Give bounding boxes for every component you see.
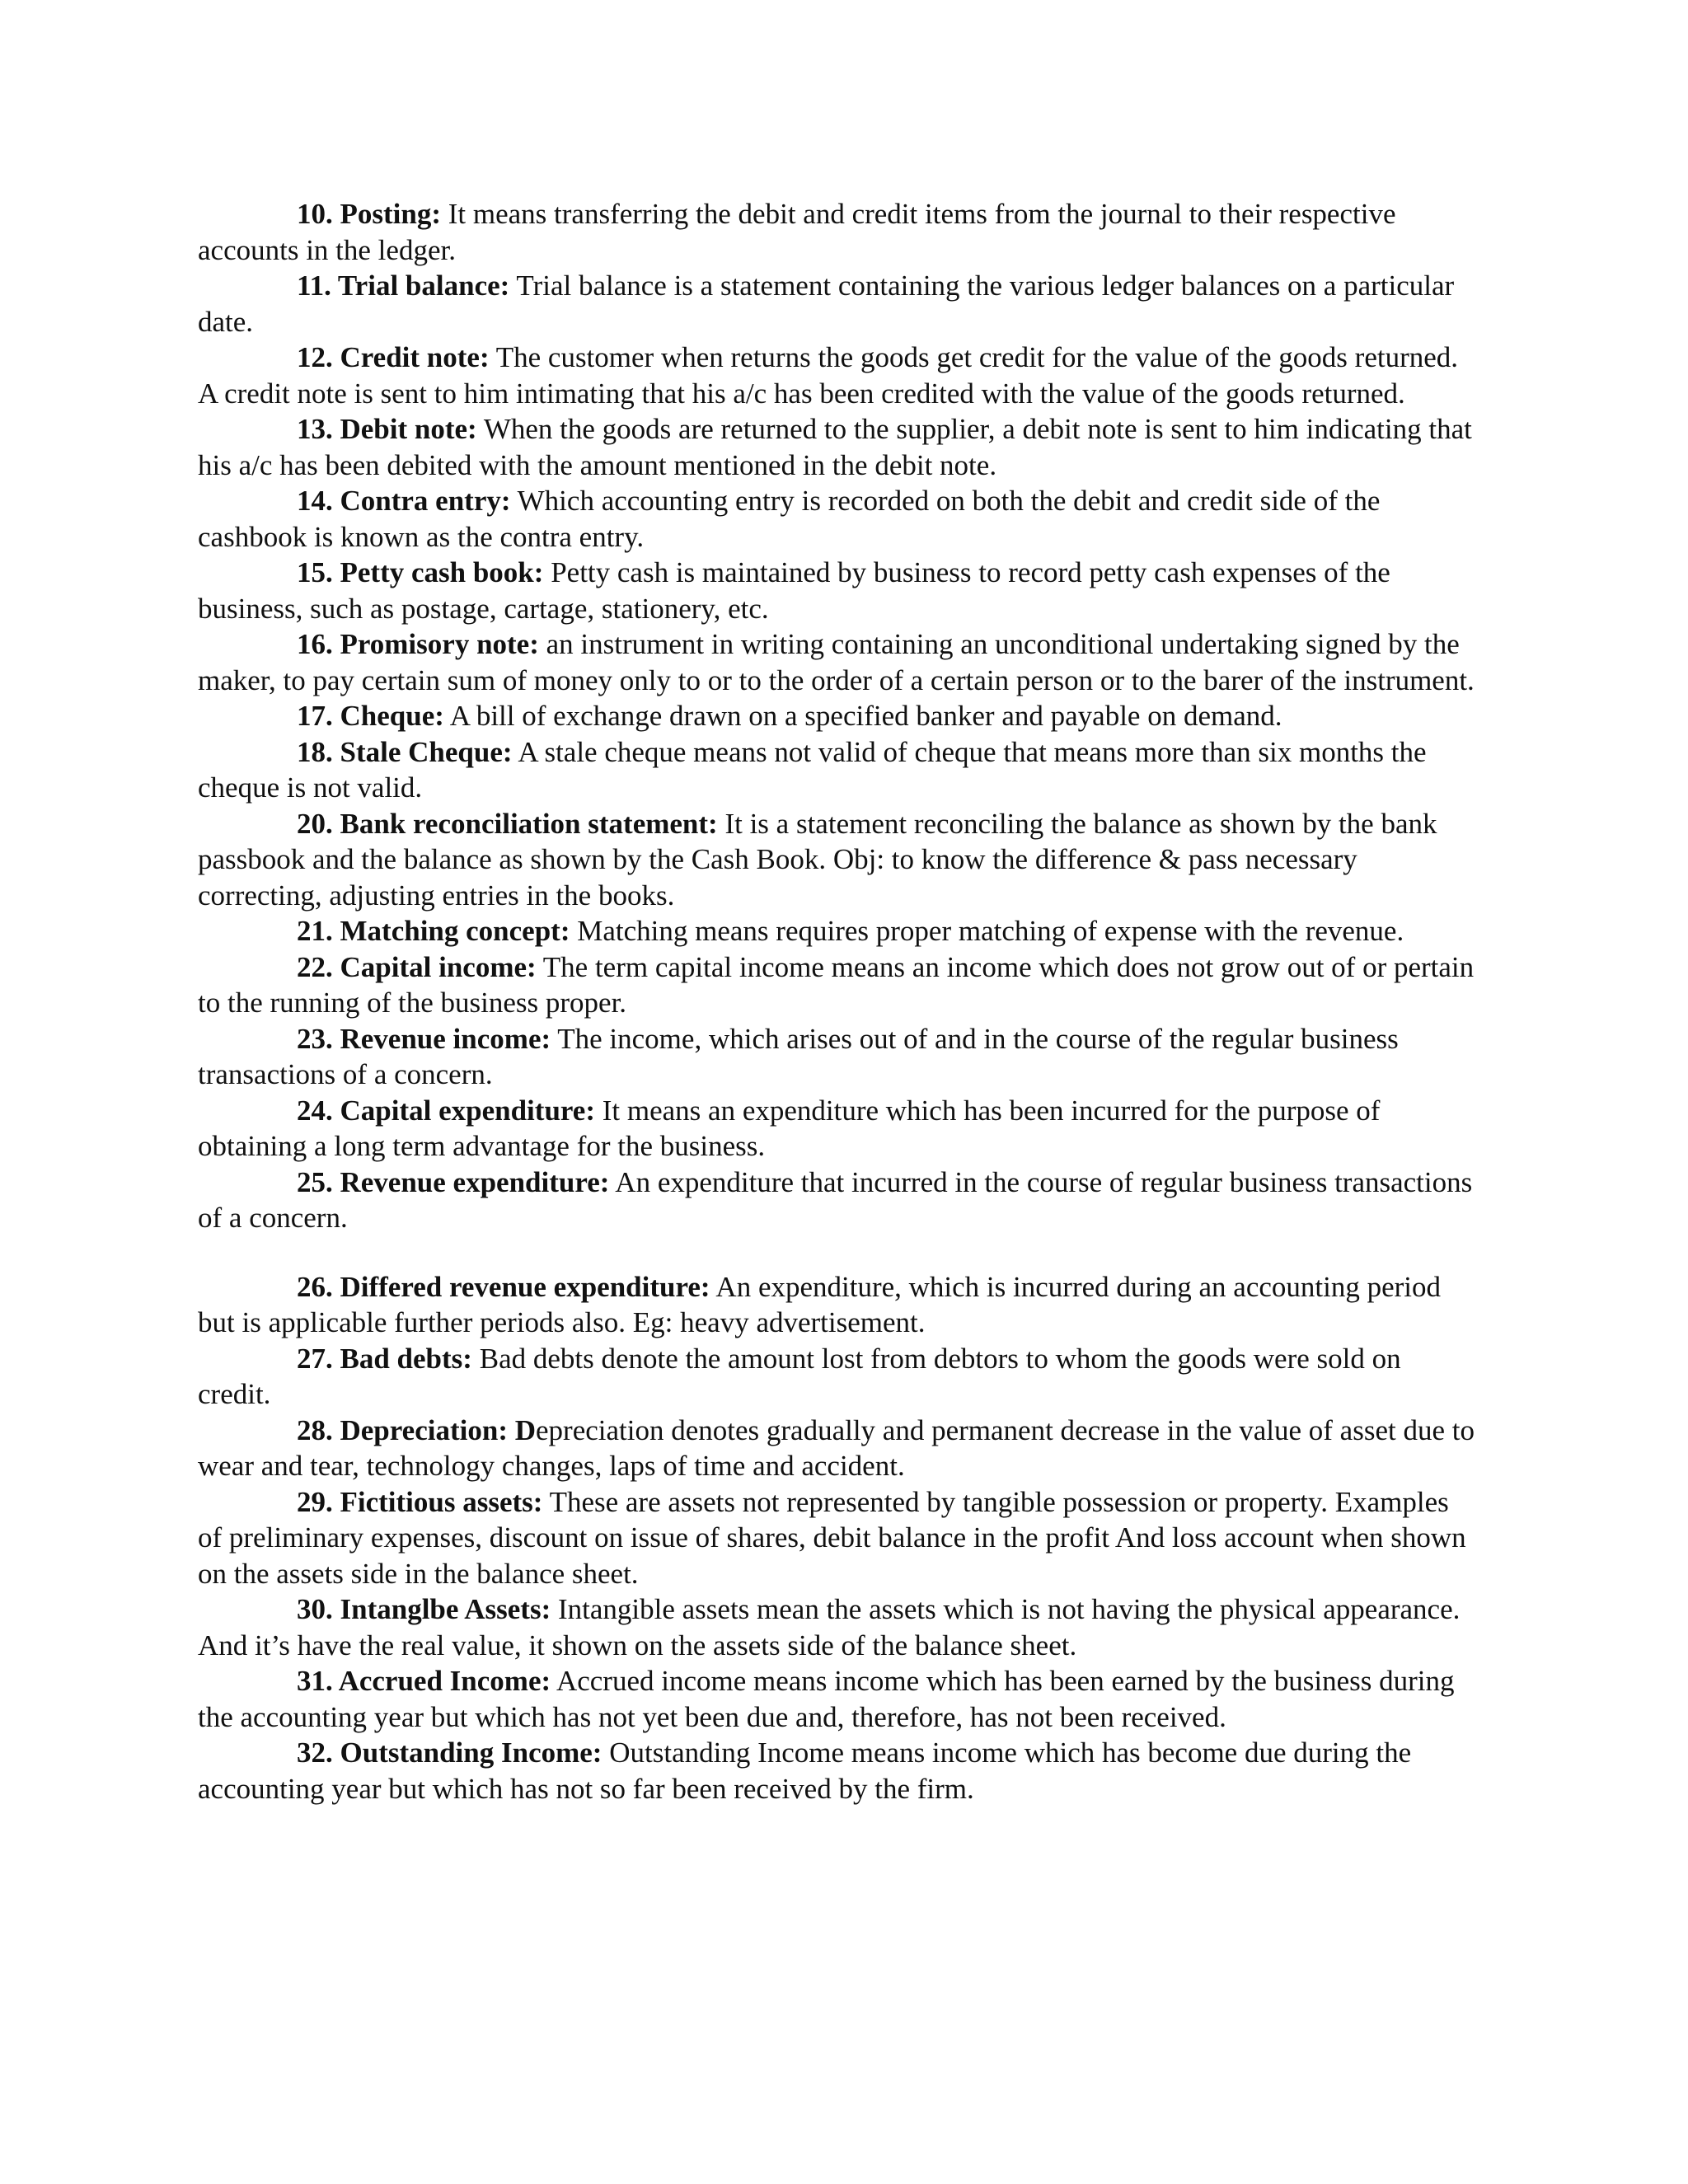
definition: When the goods are returned to the supplier, a debit note is sent to him indicating that his a/c has been debited with the amount mentioned in the debit note. <box>198 413 1472 481</box>
definition: The term capital income means an income which does not grow out of or pertain to the running of the business proper. <box>198 950 1475 1019</box>
definition: epreciation denotes gradually and permanent decrease in the value of asset due to wear and tear, technology changes, laps of time and accident. <box>198 1413 1475 1482</box>
entry-credit-note <box>198 340 1477 411</box>
entry-revenue-income <box>198 1021 1477 1093</box>
definition: The income, which arises out of and in the course of the regular business transactions of a concern. <box>198 1022 1399 1090</box>
entry-trial-balance <box>198 268 1477 340</box>
entry-differed-revenue-expenditure <box>198 1269 1477 1341</box>
term: 16. Promisory note: <box>297 628 539 660</box>
definition: Outstanding Income means income which has become due during the accounting year but which has not so far been received by the firm. <box>198 1736 1412 1805</box>
definition: Trial balance is a statement containing the various ledger balances on a particular date. <box>198 269 1455 338</box>
entry-outstanding-income <box>198 1735 1477 1807</box>
definition: These are assets not represented by tangible possession or property. Examples of preliminary expenses, discount on issue of shares, debit balance in the profit And loss account when shown on the assets side in the balance sheet. <box>198 1485 1466 1590</box>
entry-capital-income <box>198 949 1477 1021</box>
definition: Matching means requires proper matching of expense with the revenue. <box>570 915 1404 947</box>
entry-bad-debts <box>198 1341 1477 1413</box>
term: 32. Outstanding Income: <box>297 1736 603 1769</box>
definition: It is a statement reconciling the balance as shown by the bank passbook and the balance as shown by the Cash Book. Obj: to know the difference & pass necessary correcting, adjusting entries in the books. <box>198 807 1437 912</box>
term: 14. Contra entry: <box>297 485 511 517</box>
entry-petty-cash-book <box>198 555 1477 626</box>
entry-accrued-income <box>198 1663 1477 1735</box>
definition: The customer when returns the goods get credit for the value of the goods returned. A credit note is sent to him intimating that his a/c has been credited with the value of the goods returned. <box>198 341 1459 410</box>
entry-depreciation <box>198 1413 1477 1484</box>
term: 26. Differed revenue expenditure: <box>297 1270 710 1303</box>
entry-intangible-assets <box>198 1591 1477 1663</box>
definition: Bad debts denote the amount lost from debtors to whom the goods were sold on credit. <box>198 1342 1401 1410</box>
definition: Accrued income means income which has been earned by the business during the accounting year but which has not yet been due and, therefore, has not been received. <box>198 1665 1455 1733</box>
entry-debit-note <box>198 411 1477 483</box>
entry-stale-cheque <box>198 734 1477 806</box>
term: 22. Capital income: <box>297 950 537 983</box>
term: 29. Fictitious assets: <box>297 1485 543 1518</box>
definition: an instrument in writing containing an unconditional undertaking signed by the maker, to pay certain sum of money only to or to the order of a certain person or to the barer of the instrument. <box>198 628 1475 696</box>
entry-revenue-expenditure <box>198 1165 1477 1236</box>
term: 25. Revenue expenditure: <box>297 1165 610 1198</box>
term: 20. Bank reconciliation statement: <box>297 807 718 840</box>
term: 27. Bad debts: <box>297 1342 472 1375</box>
term: 24. Capital expenditure: <box>297 1094 595 1127</box>
term: 23. Revenue income: <box>297 1022 551 1055</box>
definition: A stale cheque means not valid of cheque that means more than six months the cheque is not valid. <box>198 735 1427 804</box>
term: 17. Cheque: <box>297 700 444 732</box>
definition: It means transferring the debit and credit items from the journal to their respective accounts in the ledger. <box>198 198 1396 266</box>
document-body <box>198 196 1477 1807</box>
definition: It means an expenditure which has been incurred for the purpose of obtaining a long term advantage for the business. <box>198 1094 1381 1162</box>
entry-posting <box>198 196 1477 268</box>
term: 15. Petty cash book: <box>297 556 544 588</box>
term: 12. Credit note: <box>297 341 490 373</box>
term: 11. Trial balance: <box>297 269 510 302</box>
term: 18. Stale Cheque: <box>297 735 513 768</box>
term: 21. Matching concept: <box>297 915 570 947</box>
definition: Intangible assets mean the assets which is not having the physical appearance. And it’s have the real value, it shown on the assets side of the balance sheet. <box>198 1593 1461 1661</box>
term: 31. Accrued Income: <box>297 1665 551 1697</box>
entry-matching-concept <box>198 913 1477 949</box>
term: 30. Intanglbe Assets: <box>297 1593 551 1625</box>
definition: Petty cash is maintained by business to record petty cash expenses of the business, such as postage, cartage, stationery, etc. <box>198 556 1390 625</box>
definition: A bill of exchange drawn on a specified banker and payable on demand. <box>443 700 1282 732</box>
term: 13. Debit note: <box>297 413 477 445</box>
entry-contra-entry <box>198 483 1477 555</box>
definition: An expenditure, which is incurred during an accounting period but is applicable further periods also. Eg: heavy advertisement. <box>198 1270 1442 1338</box>
term: 28. Depreciation: D <box>297 1413 536 1446</box>
entry-bank-reconciliation <box>198 806 1477 914</box>
definition: An expenditure that incurred in the course of regular business transactions of a concern. <box>198 1165 1473 1234</box>
definition: Which accounting entry is recorded on both the debit and credit side of the cashbook is known as the contra entry. <box>198 485 1381 553</box>
entry-fictitious-assets <box>198 1484 1477 1592</box>
entry-capital-expenditure <box>198 1093 1477 1165</box>
entry-cheque <box>198 698 1477 734</box>
entry-promisory-note <box>198 626 1477 698</box>
term: 10. Posting: <box>297 198 441 230</box>
